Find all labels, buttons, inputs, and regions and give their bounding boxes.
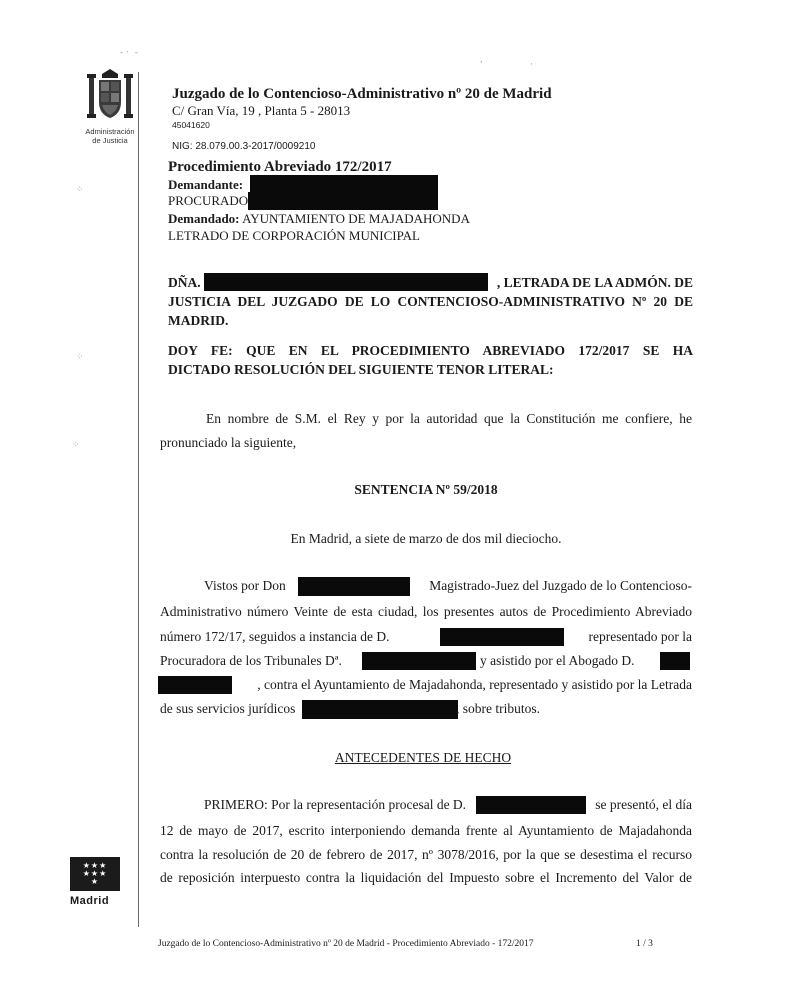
madrid-flag <box>70 857 120 891</box>
margin-rule <box>138 72 139 927</box>
vistos-l1-start: Vistos por Don <box>204 578 286 593</box>
page-number: 1 / 3 <box>636 939 653 949</box>
scan-mark: ⁘ <box>76 352 84 362</box>
vistos-line2 <box>160 600 692 624</box>
defendant-row <box>168 211 470 227</box>
cert-paragraph <box>168 290 693 332</box>
vistos-l6-start: de sus servicios jurídicos <box>160 701 296 716</box>
vistos-l4-end: y asistido por el Abogado D. <box>480 653 635 668</box>
defendant-lawyer: LETRADO DE CORPORACIÓN MUNICIPAL <box>168 228 420 243</box>
intro-paragraph <box>160 407 692 454</box>
sentence-title: SENTENCIA Nº 59/2018 <box>354 482 498 497</box>
doy-fe-paragraph <box>168 339 693 381</box>
primero-l1-start: PRIMERO: Por la representación procesal de D. <box>204 797 467 812</box>
intro-line2: pronunciado la siguiente, <box>160 434 297 450</box>
defendant-label: Demandado: <box>168 211 240 226</box>
cert-dna: DÑA. <box>168 275 201 290</box>
footer-text: Juzgado de lo Contencioso-Administrativo nº 20 de Madrid - Procedimiento Abreviado - 172/2017 <box>158 939 534 949</box>
madrid-label: Madrid <box>70 895 110 907</box>
logo-line1: Administración <box>85 127 135 136</box>
primero-l4: de reposición interpuesto contra la liquidación del Impuesto sobre el Incremento del Valor de <box>160 870 692 885</box>
logo-line2: de Justicia <box>92 136 128 145</box>
section-title: ANTECEDENTES DE HECHO <box>334 750 512 765</box>
nig-number: NIG: 28.079.00.3-2017/0009210 <box>172 141 316 152</box>
redaction-primero <box>476 796 586 814</box>
redaction-magistrate <box>298 577 410 596</box>
intro-line1: En nombre de S.M. el Rey y por la autoridad que la Constitución me confiere, he <box>206 411 692 426</box>
procedure-title: Procedimiento Abreviado 172/2017 <box>168 159 392 175</box>
defendant-name: AYUNTAMIENTO DE MAJADAHONDA <box>242 211 470 226</box>
doy-fe-line2: DICTADO RESOLUCIÓN DEL SIGUIENTE TENOR LITERAL: <box>168 361 554 377</box>
primero-l2: 12 de mayo de 2017, escrito interponiendo demanda frente al Ayuntamiento de Majadahonda <box>160 823 692 838</box>
vistos-l5-end: , contra el Ayuntamiento de Majadahonda, representado y asistido por la Letrada <box>257 677 692 692</box>
vistos-l3-end: representado por la <box>588 629 692 644</box>
scan-mark: - · - <box>120 48 138 58</box>
court-address: C/ Gran Vía, 19 , Planta 5 - 28013 <box>172 103 351 118</box>
plaintiff-label: Demandante: <box>168 177 244 192</box>
madrid-stars-icon: ★★★★★★★ <box>82 861 108 886</box>
vistos-l1-end: Magistrado-Juez del Juzgado de lo Contencioso- <box>429 578 692 593</box>
scan-mark: · <box>530 60 533 70</box>
madrid-logo <box>70 857 124 907</box>
scan-mark: ⁘ <box>76 185 84 195</box>
redaction-abogado-a <box>660 652 690 670</box>
vistos-l2: Administrativo número Veinte de esta ciudad, los presentes autos de Procedimiento Abreviado <box>160 604 692 619</box>
court-name: Juzgado de lo Contencioso-Administrativo nº 20 de Madrid <box>172 86 552 102</box>
vistos-l3-start: número 172/17, seguidos a instancia de D. <box>160 629 390 644</box>
primero-l1-end: se presentó, el día <box>595 797 692 812</box>
cert-line1-rest: , LETRADA DE LA ADMÓN. DE <box>496 275 693 290</box>
coat-of-arms-icon <box>84 68 136 122</box>
redaction-letrada <box>204 273 488 291</box>
redaction-attorney <box>248 192 438 210</box>
vistos-l4-start: Procuradora de los Tribunales Dª. <box>160 653 342 668</box>
doy-fe-line1: DOY FE: QUE EN EL PROCEDIMIENTO ABREVIADO 172/2017 SE HA <box>168 343 693 358</box>
date-line: En Madrid, a siete de marzo de dos mil dieciocho. <box>290 531 562 546</box>
redaction-letrada-servicios <box>302 700 458 719</box>
primero-body <box>160 819 692 890</box>
attorney-label: PROCURADO <box>168 193 249 208</box>
court-code: 45041620 <box>172 120 210 130</box>
scan-mark: ' <box>480 60 483 70</box>
redaction-abogado-b <box>158 676 232 694</box>
redaction-procuradora <box>362 652 476 670</box>
primero-l3: contra la resolución de 20 de febrero de 2017, nº 3078/2016, por la que se desestima el recurso <box>160 846 692 862</box>
redaction-plaintiff-name <box>440 628 564 646</box>
vistos-l6-end: , sobre tributos. <box>456 701 540 716</box>
justice-logo <box>84 68 142 145</box>
cert-line2: JUSTICIA DEL JUZGADO DE LO CONTENCIOSO-ADMINISTRATIVO Nº 20 DE <box>168 294 693 309</box>
cert-line3: MADRID. <box>168 312 229 328</box>
scan-mark: ⁘ <box>72 440 80 450</box>
